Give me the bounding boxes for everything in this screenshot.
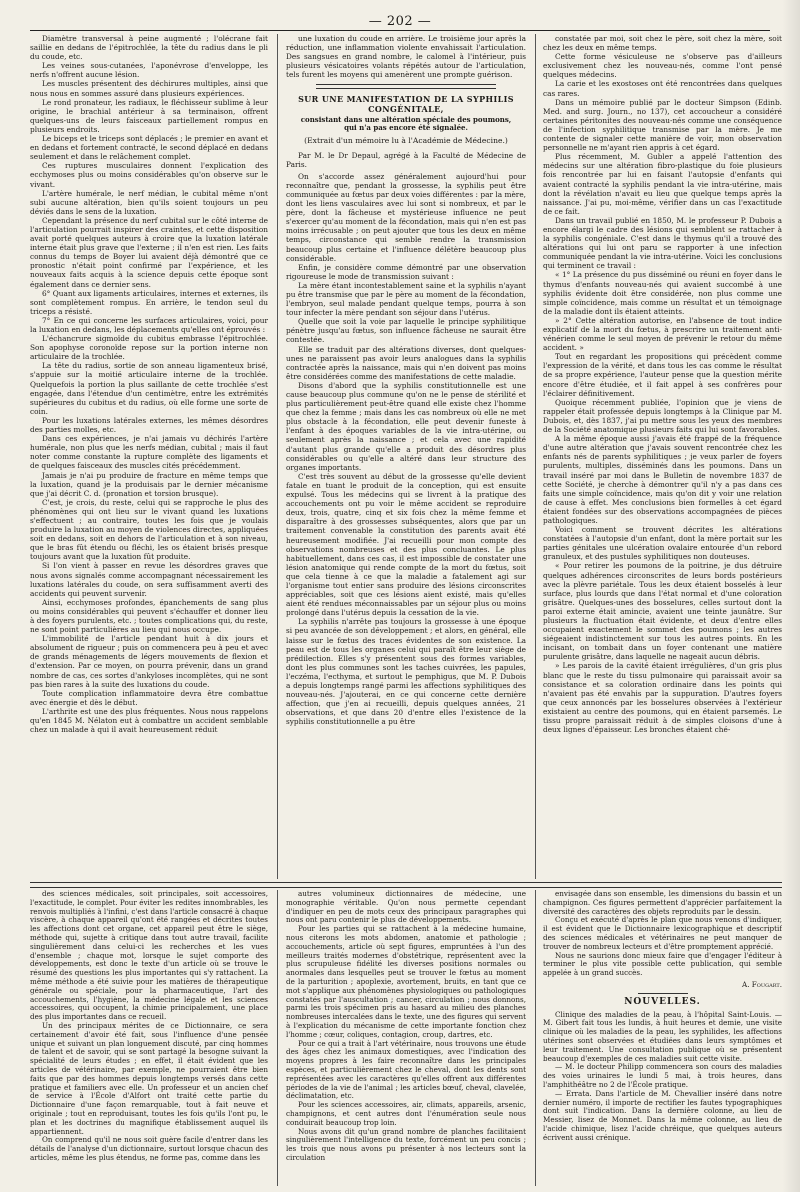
paragraph: Dans un mémoire publié par le docteur Simpson (Edinb. Med. and surg. Journ., no 137), cet accoucheur a considéré certaines péritonites des nouveau-nés comme une conséquence de l'infection syphilitique transmise par la mère. Je me contente de signaler cette manière de voir, mon observation personnelle ne m'ayant rien appris à cet égard. — [543, 97, 782, 153]
paragraph: Quelle que soit la voie par laquelle le principe syphilitique pénètre jusqu'au fœtus, son influence fâcheuse ne saurait être contestée. — [286, 317, 526, 345]
paragraph: C'est, je crois, du reste, celui qui se rapproche le plus des phénomènes qui ont lieu sur le vivant quand les luxations s'effectuent ; au contraire, toutes les fois que je voulais produire la luxation au moyen de violences directes, appliquées soit en dedans, soit en dehors de l'articulation et à son niveau, que le bras fût étendu ou fléchi, les os étaient brisés presque toujours avant que la luxation fût produite. — [30, 497, 268, 562]
paragraph: On s'accorde assez généralement aujourd'hui pour reconnaître que, pendant la grossesse, la syphilis peut être communiquée au fœtus par deux voies différentes : par la mère, dont les liens vasculaires avec lui sont si nombreux, et par le père, dont la fâcheuse et mystérieuse influence ne peut s'exercer qu'au moment de la fécondation, mais qui n'en est pas moins irrécusable ; on peut ajouter que tous les deux en même temps, circonstance qui semble rendre la transmission beaucoup plus certaine et l'influence délétère beaucoup plus considérable. — [286, 171, 526, 263]
paragraph: La mère étant incontestablement saine et la syphilis n'ayant pu être transmise que par le père au moment de la fécondation, l'embryon, seul malade pendant quelque temps, pourra à son tour infecter la mère pendant son séjour dans l'utérus. — [286, 280, 526, 318]
paragraph: L'arthrite est une des plus fréquentes. Nous nous rappelons qu'en 1845 M. Nélaton eut à combattre un accident semblable chez un malade à qui il avait heureusement réduit — [30, 706, 268, 735]
paragraph: » 2° Cette altération autorise, en l'absence de tout indice explicatif de la mort du fœtus, à prescrire un traitement anti-vénérien comme le seul moyen de prévenir le retour du même accident. » — [543, 315, 782, 353]
paragraph: On comprend qu'il ne nous soit guère facile d'entrer dans les détails de l'analyse d'un dictionnaire, surtout lorsque chacun des articles, même les plus étendus, ne forme pas, comme dans les — [30, 1135, 268, 1162]
review-column-1 — [30, 890, 268, 1186]
page-header — [30, 8, 770, 31]
paragraph: L'échancrure sigmoïde du cubitus embrasse l'épitrochlée. Son apophyse coronoïde repose sur la portion interne non articulaire de la trochlée. — [30, 334, 268, 362]
paragraph: 7° En ce qui concerne les surfaces articulaires, voici, pour la luxation en dedans, les déplacements qu'elles ont éprouvés : — [30, 315, 268, 334]
review-signature: A. Fougart. — [742, 979, 782, 989]
paragraph: Enfin, je considère comme démontré par une observation rigoureuse le mode de transmission suivant : — [286, 262, 526, 281]
news-item: Clinique des maladies de la peau, à l'hôpital Saint-Louis. — M. Gibert fait tous les lundis, à huit heures et demie, une visite clinique où les maladies de la peau, les syphilides, les affections utérines sont observées et étudiées dans leurs symptômes et leur traitement. Une consultation publique où se présentent beaucoup d'exemples de ces maladies suit cette visite. — [543, 1009, 782, 1063]
paragraph: Toute complication inflammatoire devra être combattue avec énergie et dès le début. — [30, 688, 268, 707]
column-2 — [286, 34, 526, 879]
paragraph: une luxation du coude en arrière. Le troisième jour après la réduction, une inflammation violente envahissait l'articulation. Des sangsues en grand nombre, le calomel à l'intérieur, puis plusieurs vésicatoires volants répétés autour de l'articulation, tels furent les moyens qui amenèrent une prompte guérison. — [286, 34, 526, 80]
column-divider — [535, 890, 536, 1186]
article-separator — [316, 84, 496, 89]
paragraph: envisagée dans son ensemble, les dimensions du bassin et un champignon. Ces figures permettent d'apprécier parfaitement la diversité des caractères des objets reproduits par le dessin. — [543, 890, 782, 916]
paragraph: Voici comment se trouvent décrites les altérations constatées à l'autopsie d'un enfant, dont la mère portait sur les parties génitales une ulcération ovalaire entourée d'un rebord granuleux, et des pustules syphilitiques non douteuses. — [543, 525, 782, 562]
paragraph: autres volumineux dictionnaires de médecine, une monographie véritable. Qu'on nous permette cependant d'indiquer en peu de mots ceux des principaux paragraphes qui nous ont paru contenir le plus de développements. — [286, 890, 526, 925]
review-column-2 — [286, 890, 526, 1186]
paragraph: L'immobilité de l'article pendant huit à dix jours et absolument de rigueur ; puis on commencera peu à peu et avec de grands ménagements de légers mouvements de flexion et d'extension. Par ce moyen, on pourra prévenir, dans un grand nombre de cas, ces sortes d'ankyloses incomplètes, qui ne sont pas bien rares à la suite des luxations du coude. — [30, 634, 268, 689]
paragraph: Ces ruptures musculaires donnent l'explication des ecchymoses plus ou moins considérables qu'on observe sur le vivant. — [30, 161, 268, 189]
page-edge-shadow — [782, 0, 800, 1192]
paragraph: Cette forme vésiculeuse ne s'observe pas d'ailleurs exclusivement chez les nouveau-nés, comme l'ont pensé quelques médecins. — [543, 52, 782, 80]
paragraph: Ainsi, ecchymoses profondes, épanchements de sang plus ou moins considérables qui peuvent s'échauffer et donner lieu à des foyers purulents, etc. ; toutes complications qui, du reste, ne sont point particulières au lieu qui nous occupe. — [30, 597, 268, 635]
column-divider — [277, 890, 278, 1186]
article-subtitle: consistant dans une altération spéciale des poumons, qui n'a pas encore été signalée. — [300, 114, 512, 133]
section-separator — [30, 882, 782, 888]
paragraph: Dans un travail publié en 1850, M. le professeur P. Dubois a encore élargi le cadre des lésions qui semblent se rattacher à la syphilis congéniale. C'est dans le thymus qu'il a trouvé des altérations qui lui ont paru se rapporter à une infection communiquée pendant la vie intra-utérine. Voici les conclusions qui terminent ce travail : — [543, 215, 782, 271]
paragraph: constatée par moi, soit chez le père, soit chez la mère, soit chez les deux en même temps. — [543, 34, 782, 53]
paragraph: Tout en regardant les propositions qui précèdent comme l'expression de la vérité, et dans tous les cas comme le résultat de sa propre expérience, l'auteur pense que la question mérite encore d'être étudiée, et il fait appel à ses confrères pour l'éclairer définitivement. — [543, 352, 782, 398]
paragraph: Le rond pronateur, les radiaux, le fléchisseur sublime à leur origine, le brachial antérieur à sa terminaison, offrent quelques-uns de leurs faisceaux partiellement rompus en plusieurs endroits. — [30, 97, 268, 134]
paragraph: Cependant la présence du nerf cubital sur le côté interne de l'articulation pourrait inspirer des craintes, et cette disposition avait porté quelques auteurs à croire que la luxation latérale interne était plus grave que l'externe ; il n'en est rien. Les faits connus du temps de Boyer lui avaient déjà démontré que ce pronostic n'était point confirmé par l'expérience, et les nouveaux faits acquis à la science depuis cette époque sont également dans ce dernier sens. — [30, 215, 268, 289]
paragraph: Pour les parties qui se rattachent à la médecine humaine, nous citerons les mots abdomen, anatomie et pathologie ; accouchements, article où sept figures, empruntées à l'un des meilleurs traités modernes d'obstétrique, représentent avec la plus scrupuleuse fidélité les diverses positions normales ou anormales dans lesquelles peut se trouver le fœtus au moment de la parturition ; apoplexie, avortement, bruits, en tant que ce mot s'applique aux phénomènes physiologiques ou pathologiques constatés par l'auscultation ; cancer, circulation ; nous donnons, parmi les trois spécimen pris au hasard au milieu des planches nombreuses intercalées dans le texte, une des figures qui servent à l'explication du mécanisme de cette importante fonction chez l'homme ; cœur, coliques, contagion, croup, dartres, etc. — [286, 924, 526, 1039]
paragraph: La syphilis n'arrête pas toujours la grossesse à une époque si peu avancée de son développement ; et alors, en général, elle laisse sur le fœtus des traces évidentes de son existence. La peau est de tous les organes celui qui paraît être leur siège de prédilection. Elles s'y présentent sous des formes variables, dont les plus communes sont les taches cuivrées, les papules, l'eczéma, l'ecthyma, et surtout le pemphigus, que M. P. Dubois a depuis longtemps rangé parmi les affections syphilitiques des nouveau-nés. J'ajouterai, en ce qui concerne cette dernière affection, que j'en ai recueilli, depuis quelques années, 21 observations, et que dans 20 d'entre elles l'existence de la syphilis constitutionnelle a pu être — [286, 617, 526, 727]
paragraph: Pour ce qui a trait à l'art vétérinaire, nous trouvons une étude des âges chez les animaux domestiques, avec l'indication des moyens propres à les faire reconnaître dans les principales espèces, et particulièrement chez le cheval, dont les dents sont représentées avec les caractères qu'elles offrent aux différentes périodes de la vie de l'animal ; les articles bœuf, cheval, clavelée, déclimatation, etc. — [286, 1038, 526, 1101]
paragraph: A la même époque aussi j'avais été frappé de la fréquence d'une autre altération que j'avais souvent rencontrée chez les enfants nés de parents syphilitiques ; je veux parler de foyers purulents, multiples, disséminés dans les poumons. Dans un travail inséré par moi dans le Bulletin de novembre 1837 de cette Société, je cherche à démontrer qu'il n'y a pas dans ces faits une simple coïncidence, mais qu'on dit y voir une relation de cause à effet. Mes conclusions bien formelles à cet égard étaient fondées sur des observations accompagnées de pièces pathologiques. — [543, 434, 782, 525]
paragraph: Les muscles présentent des déchirures multiples, ainsi que nous nous en sommes assuré dans plusieurs expériences. — [30, 79, 268, 98]
paragraph: Nous ne saurions donc mieux faire que d'engager l'éditeur à terminer le plus vite possible cette publication, qui semble appelée à un grand succès. — [543, 950, 782, 978]
paragraph: Pour les luxations latérales externes, les mêmes désordres des parties molles, etc. — [30, 415, 268, 435]
paragraph: L'artère humérale, le nerf médian, le cubital même n'ont subi aucune altération, bien qu'ils soient toujours un peu déviés dans le sens de la luxation. — [30, 188, 268, 216]
review-column-3 — [543, 890, 782, 1186]
section-rule — [638, 993, 688, 994]
paragraph: Conçu et exécuté d'après le plan que nous venons d'indiquer, il est évident que le Dictionnaire lexicographique et descriptif des sciences médicales et vétérinaires ne peut manquer de trouver de nombreux lecteurs et d'être promptement apprécié. — [543, 915, 782, 951]
paragraph: La carie et les exostoses ont été rencontrées dans quelques cas rares. — [543, 79, 782, 98]
paragraph: Nous avons dit qu'un grand nombre de planches facilitaient singulièrement l'intelligence du texte, forcément un peu concis ; les trois que nous avons pu présenter à nos lecteurs sont la circulation — [286, 1126, 526, 1162]
news-item: — M. le docteur Philipp commencera son cours des maladies des voies urinaires le lundi 5 mai, à trois heures, dans l'amphithéâtre no 2 de l'École pratique. — [543, 1062, 782, 1089]
paragraph: Disons d'abord que la syphilis constitutionnelle est une cause beaucoup plus commune qu'on ne le pense de stérilité et plus particulièrement peut-être quand elle existe chez l'homme que chez la femme ; mais dans les cas nombreux où elle ne met plus obstacle à la fécondation, elle peut devenir funeste à l'enfant à des époques variables de la vie intra-utérine, ou seulement après la naissance ; et cela avec une rapidité d'autant plus grande qu'elle a produit des désordres plus considérables ou qu'elle a altéré dans leur structure des organes importants. — [286, 380, 526, 472]
article-source: (Extrait d'un mémoire lu à l'Académie de Médecine.) — [304, 136, 508, 146]
paragraph: « 1° La présence du pus disséminé ou réuni en foyer dans le thymus d'enfants nouveau-nés qui avaient succombé à une syphilis évidente doit être considérée, non plus comme une simple coïncidence, mais comme un résultat et un témoignage de la maladie dont ils étaient atteints. — [543, 270, 782, 316]
paragraph: Quoique récemment publiée, l'opinion que je viens de rappeler était professée depuis longtemps à la Clinique par M. Dubois, et, dès 1837, j'ai pu mettre sous les yeux des membres de la Société anatomique plusieurs faits qui lui sont favorables. — [543, 397, 782, 435]
column-divider — [277, 34, 278, 879]
paragraph: Elle se traduit par des altérations diverses, dont quelques-unes ne paraissent pas avoir leurs analogues dans la syphilis contractée après la naissance, mais qui n'en doivent pas moins être considérées comme des manifestations de cette maladie. — [286, 344, 526, 381]
paragraph: Un des principaux mérites de ce Dictionnaire, ce sera certainement d'avoir été fait, sous l'influence d'une pensée unique et suivant un plan longuement discuté, par cinq hommes de talent et de savoir, qui se sont partagé la besogne suivant la spécialité de leurs études ; en effet, il était évident que les articles de vétérinaire, par exemple, ne pourraient être bien faits que par des hommes depuis longtemps versés dans cette pratique et familiers avec elle. Un professeur et un ancien chef de service à l'École d'Alfort ont traité cette partie du Dictionnaire d'une façon remarquable, tout à fait neuve et originale ; tout en reproduisant, toutes les fois qu'ils l'ont pu, le plan et les doctrines du magnifique établissement auquel ils appartiennent. — [30, 1020, 268, 1136]
paragraph: La tête du radius, sortie de son anneau ligamenteux brisé, s'appuie sur la moitié articulaire interne de la trochlée. Quelquefois la portion la plus saillante de cette trochlée s'est engagée, dans l'étendue d'un centimètre, entre les extrémités supérieures du cubitus et du radius, où elle forme une sorte de coin. — [30, 361, 268, 416]
paragraph: Diamètre transversal à peine augmenté ; l'olécrane fait saillie en dedans de l'épitrochlée, la tête du radius dans le pli du coude, etc. — [30, 34, 268, 62]
article-title: SUR UNE MANIFESTATION DE LA SYPHILIS CONGÉNITALE, — [298, 94, 514, 114]
paragraph: des sciences médicales, soit principales, soit accessoires, l'exactitude, le complet. Pour éviter les redites innombrables, les renvois multipliés à l'infini, c'est dans l'article consacré à chaque viscère, à chaque appareil qu'ont été rangées et décrites toutes les affections dont cet organe, cet appareil peut être le siège, méthode qui, sujette à critique dans tout autre travail, facilite singulièrement dans celui-ci les recherches et les vues d'ensemble ; chaque mot, lorsque le sujet comporte des développements, est donc le texte d'un article où se trouve le résumé des questions les plus importantes qui s'y rattachent. La même méthode a été suivie pour les matières de thérapeutique générale ou spéciale, pour la pharmaceutique, l'art des accouchements, l'hygiène, la médecine légale et les sciences accessoires, qui occupent, la chimie principalement, une place des plus importantes dans ce recueil. — [30, 890, 268, 1022]
paragraph: Si l'on vient à passer en revue les désordres graves que nous avons signalés comme accompagnant nécessairement les luxations latérales du coude, on sera suffisamment averti des accidents qui peuvent survenir. — [30, 561, 268, 598]
paragraph: 6° Quant aux ligaments articulaires, internes et externes, ils sont complètement rompus. En arrière, le tendon seul du triceps a résisté. — [30, 288, 268, 316]
article-byline: Par M. le Dr Depaul, agrégé à la Faculté de Médecine de Paris. — [286, 150, 526, 169]
paragraph: Le biceps et le triceps sont déplacés ; le premier en avant et en dedans et fortement contracté, le second déplacé en dedans seulement et dans le relâchement complet. — [30, 134, 268, 162]
news-item: — Errata. Dans l'article de M. Chevallier inséré dans notre dernier numéro, il importe de rectifier les fautes typographiques dont suit l'indication. Dans la dernière colonne, au lieu de Messier, lisez de Monnet. Dans la même colonne, au lieu de l'acide chimique, lisez l'acide chréique, que quelques auteurs écrivent aussi crénique. — [543, 1088, 782, 1142]
paragraph: Jamais je n'ai pu produire de fracture en même temps que la luxation, quand je la produisais par le dernier mécanisme que j'ai décrit C. d. (pronation et torsion brusque). — [30, 470, 268, 498]
paragraph: Les veines sous-cutanées, l'aponévrose d'enveloppe, les nerfs n'offrent aucune lésion. — [30, 61, 268, 80]
paragraph: C'est très souvent au début de la grossesse qu'elle devient fatale en tuant le produit de la conception, qui est ensuite expulsé. Tous les médecins qui se livrent à la pratique des accouchements ont pu voir le même accident se reproduire deux, trois, quatre, cinq et six fois chez la même femme et disparaître à des grossesses subséquentes, alors que par un traitement convenable la constitution des parents avait été heureusement modifiée. J'ai recueilli pour mon compte des observations nombreuses et des plus concluantes. Le plus habituellement, dans ces cas, il est impossible de constater une lésion anatomique qui rende compte de la mort du fœtus, soit que cela tienne à ce que la maladie a fatalement agi sur l'organisme tout entier sans produire des lésions circonscrites appréciables, soit que ces lésions aient existé, mais qu'elles aient été rendues méconnaissables par un séjour plus ou moins prolongé dans l'utérus depuis la cessation de la vie. — [286, 471, 526, 618]
news-section-title: NOUVELLES. — [624, 996, 701, 1007]
column-divider — [535, 34, 536, 879]
page-number: — 202 — — [368, 14, 432, 29]
paragraph: Dans ces expériences, je n'ai jamais vu déchirés l'artère humérale, non plus que les nerfs médian, cubital ; mais il faut noter comme constante la rupture complète des ligaments et de quelques faisceaux des muscles cités précédemment. — [30, 434, 268, 471]
paragraph: « Pour retirer les poumons de la poitrine, je dus détruire quelques adhérences circonscrites de leurs bords postérieurs avec la plèvre pariétale. Tous les deux étaient bosselés à leur surface, plus lourds que dans l'état normal et d'une coloration grisâtre. Quelques-unes des bosselures, celles surtout dont la paroi externe était amincie, avaient une teinte jaunâtre. Sur plusieurs la fluctuation était évidente, et deux d'entre elles occupaient exactement le sommet des poumons ; les autres siégeaient indistinctement sur tous les autres points. En les incisant, on tombait dans un foyer contenant une matière purulente grisâtre, dans laquelle ne nageait aucun débris. — [543, 561, 782, 662]
paragraph: Pour les sciences accessoires, air, climats, appareils, arsenic, champignons, et cent autres dont l'énumération seule nous conduirait beaucoup trop loin. — [286, 1100, 526, 1127]
paragraph: » Les parois de la cavité étaient irrégulières, d'un gris plus blanc que le reste du tissu pulmonaire qui paraissait avoir sa consistance et sa coloration ordinaire dans les points qui n'avaient pas été envahis par la suppuration. D'autres foyers que ceux annoncés par les bosselures observées à l'extérieur existaient au centre des poumons, qui en étaient parsemés. Le tissu propre paraissait réduit à de simples cloisons d'une à deux lignes d'épaisseur. Les bronches étaient ché- — [543, 661, 782, 735]
paragraph: Plus récemment, M. Gubler a appelé l'attention des médecins sur une altération fibro-plastique du foie plusieurs fois rencontrée par lui en faisant l'autopsie d'enfants qui avaient contracté la syphilis pendant la vie intra-utérine, mais dont la révélation n'avait eu lieu que quelque temps après la naissance. J'ai pu, moi-même, vérifier dans un cas l'exactitude de ce fait. — [543, 152, 782, 216]
column-1 — [30, 34, 268, 879]
column-3 — [543, 34, 782, 879]
